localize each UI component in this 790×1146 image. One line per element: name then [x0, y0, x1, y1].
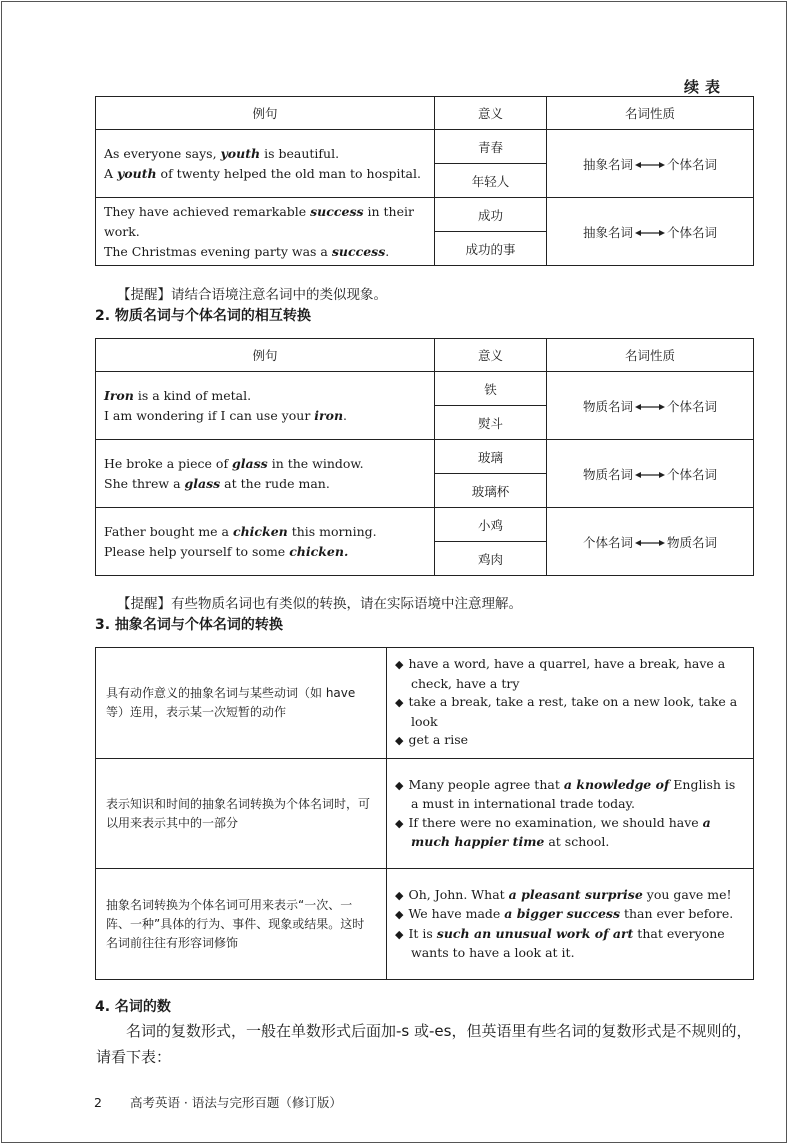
header-meaning: 意义	[435, 97, 547, 130]
paragraph: 名词的复数形式，一般在单数形式后面加-s 或-es，但英语里有些名词的复数形式是不规则的，请看下表：	[96, 1022, 752, 1066]
diamond-bullet-icon: ◆	[395, 778, 404, 792]
table-2	[95, 338, 754, 576]
header-example: 例句	[96, 339, 435, 372]
page-number: 2	[94, 1095, 102, 1110]
example-cell: As everyone says, youth is beautiful. A youth of twenty helped the old man to hospital.	[96, 130, 435, 198]
nature-cell: 个体名词 物质名词	[547, 508, 754, 576]
double-arrow-icon	[635, 539, 665, 547]
table-1	[95, 96, 754, 266]
diamond-bullet-icon: ◆	[395, 816, 404, 830]
header-example: 例句	[96, 97, 435, 130]
example-cell: He broke a piece of glass in the window. She threw a glass at the rude man.	[96, 440, 435, 508]
bullet-cell: ◆ have a word, have a quarrel, have a break, have a check, have a try ◆ take a break, take a rest, take on a new look, take a look ◆ get a rise	[387, 648, 754, 759]
page-footer	[94, 1093, 342, 1111]
book-title: 高考英语 · 语法与完形百题（修订版）	[129, 1095, 342, 1110]
double-arrow-icon	[635, 229, 665, 237]
example-cell: They have achieved remarkable success in their work. The Christmas evening party was a success.	[96, 198, 435, 266]
meaning-cell: 铁	[435, 372, 547, 406]
table-3	[95, 647, 754, 980]
nature-cell: 抽象名词 个体名词	[547, 130, 754, 198]
desc-cell: 抽象名词转换为个体名词可用来表示“一次、一阵、一种”具体的行为、事件、现象或结果。这时名词前往往有形容词修饰	[96, 869, 387, 980]
header-meaning: 意义	[435, 339, 547, 372]
meaning-cell: 成功的事	[435, 232, 547, 266]
meaning-cell: 熨斗	[435, 406, 547, 440]
meaning-cell: 小鸡	[435, 508, 547, 542]
section-3-heading: 3. 抽象名词与个体名词的转换	[95, 617, 283, 633]
note-2: 【提醒】有些物质名词也有类似的转换，请在实际语境中注意理解。	[117, 596, 522, 612]
double-arrow-icon	[635, 471, 665, 479]
double-arrow-icon	[635, 403, 665, 411]
bullet-cell: ◆ Oh, John. What a pleasant surprise you gave me! ◆ We have made a bigger success than ever before. ◆ It is such an unusual work of art that everyone wants to have a look at it.	[387, 869, 754, 980]
desc-cell: 表示知识和时间的抽象名词转换为个体名词时，可以用来表示其中的一部分	[96, 759, 387, 869]
header-nature: 名词性质	[547, 339, 754, 372]
section-2-heading: 2. 物质名词与个体名词的相互转换	[95, 308, 311, 324]
nature-cell: 抽象名词 个体名词	[547, 198, 754, 266]
diamond-bullet-icon: ◆	[395, 734, 404, 748]
double-arrow-icon	[635, 161, 665, 169]
meaning-cell: 年轻人	[435, 164, 547, 198]
diamond-bullet-icon: ◆	[395, 696, 404, 710]
nature-cell: 物质名词 个体名词	[547, 372, 754, 440]
meaning-cell: 玻璃杯	[435, 474, 547, 508]
section-4-heading: 4. 名词的数	[95, 999, 171, 1015]
desc-cell: 具有动作意义的抽象名词与某些动词（如 have 等）连用，表示某一次短暂的动作	[96, 648, 387, 759]
nature-cell: 物质名词 个体名词	[547, 440, 754, 508]
example-cell: Father bought me a chicken this morning. Please help yourself to some chicken.	[96, 508, 435, 576]
diamond-bullet-icon: ◆	[395, 927, 404, 941]
example-cell: Iron is a kind of metal. I am wondering if I can use your iron.	[96, 372, 435, 440]
meaning-cell: 鸡肉	[435, 542, 547, 576]
diamond-bullet-icon: ◆	[395, 908, 404, 921]
meaning-cell: 青春	[435, 130, 547, 164]
meaning-cell: 玻璃	[435, 440, 547, 474]
bullet-cell: ◆ Many people agree that a knowledge of English is a must in international trade today. ◆ If there were no examination, we should have a much happier time at school.	[387, 759, 754, 869]
diamond-bullet-icon: ◆	[395, 888, 404, 902]
meaning-cell: 成功	[435, 198, 547, 232]
note-1: 【提醒】请结合语境注意名词中的类似现象。	[117, 287, 387, 303]
header-nature: 名词性质	[547, 97, 754, 130]
continued-label: 续表	[683, 78, 726, 96]
diamond-bullet-icon: ◆	[395, 658, 404, 672]
